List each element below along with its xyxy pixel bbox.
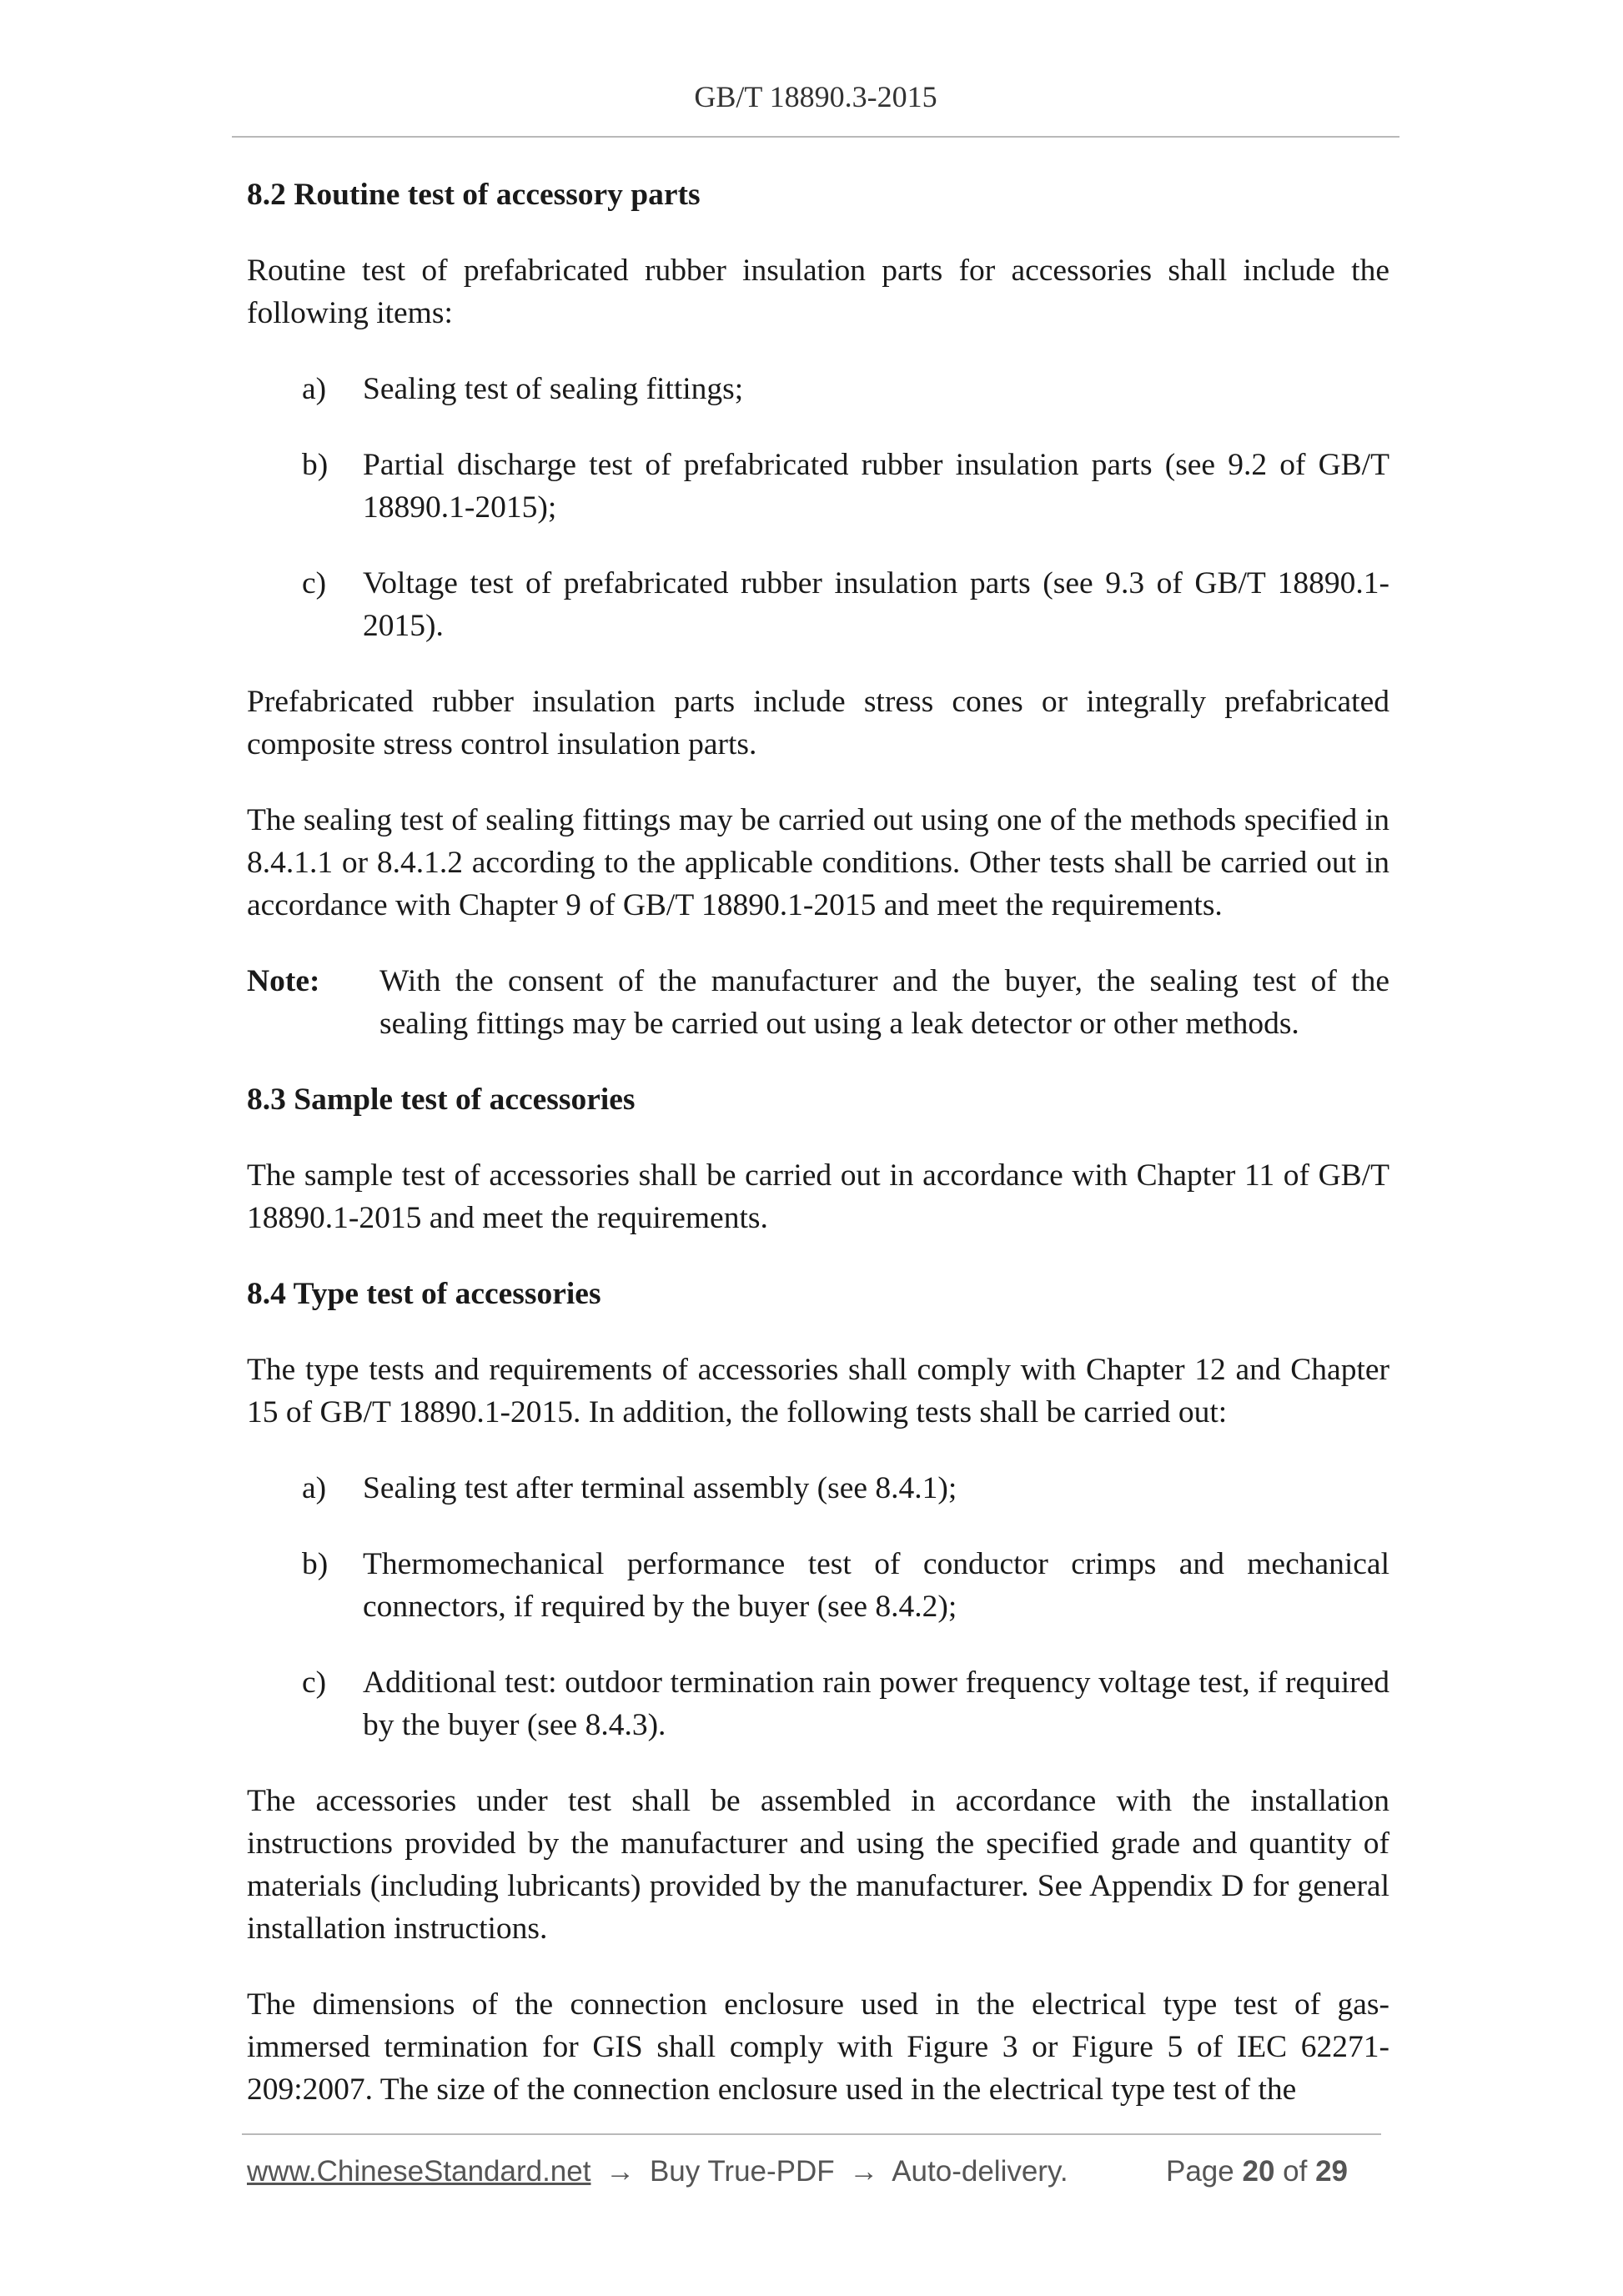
- paragraph: The type tests and requirements of accessories shall comply with Chapter 12 and Chapter 15 of GB/T 18890.1-2015. In addition, the following tests shall be carried out:: [247, 1353, 1389, 1429]
- list-marker: c): [302, 1665, 327, 1700]
- section-heading-8-4: 8.4 Type test of accessories: [247, 1277, 601, 1311]
- page-header: GB/T 18890.3-2015: [694, 80, 937, 113]
- header-divider: [232, 136, 1399, 138]
- list-marker: b): [302, 448, 329, 482]
- list-8-2: [247, 368, 1389, 647]
- list-item-text: Sealing test of sealing fittings;: [363, 372, 744, 406]
- site-link[interactable]: www.ChineseStandard.net: [247, 2155, 591, 2188]
- list-marker: a): [302, 372, 327, 406]
- paragraph: The sample test of accessories shall be carried out in accordance with Chapter 11 of GB/T 18890.1-2015 and meet the requirements.: [247, 1158, 1389, 1235]
- document-body: [247, 173, 1389, 2144]
- note: [247, 960, 1389, 1045]
- list-marker: a): [302, 1471, 327, 1505]
- list-item: [247, 562, 1389, 647]
- section-heading-8-3: 8.3 Sample test of accessories: [247, 1083, 636, 1117]
- list-marker: c): [302, 566, 327, 600]
- list-item: [247, 1543, 1389, 1628]
- list-item-text: Sealing test after terminal assembly (see 8.4.1);: [363, 1471, 957, 1505]
- delivery-text: Auto-delivery.: [892, 2155, 1068, 2188]
- list-item: [247, 444, 1389, 529]
- list-marker: b): [302, 1547, 329, 1581]
- list-item-text: Voltage test of prefabricated rubber insulation parts (see 9.3 of GB/T 18890.1-2015).: [363, 566, 1389, 643]
- paragraph: The sealing test of sealing fittings may be carried out using one of the methods specified in 8.4.1.1 or 8.4.1.2 according to the applicable conditions. Other tests shall be carried out in accordance with Chapter 9 of GB/T 18890.1-2015 and meet the requirements.: [247, 803, 1389, 922]
- page-total: 29: [1315, 2155, 1349, 2188]
- list-8-4: [247, 1467, 1389, 1746]
- page-number: [1166, 2155, 1348, 2188]
- note-text: With the consent of the manufacturer and the buyer, the sealing test of the sealing fittings may be carried out using a leak detector or other methods.: [379, 964, 1389, 1041]
- footer-divider: [242, 2133, 1381, 2135]
- arrow-right-icon: →: [605, 2155, 636, 2188]
- list-item: [247, 1661, 1389, 1746]
- list-item-text: Thermomechanical performance test of conductor crimps and mechanical connectors, if required by the buyer (see 8.4.2);: [363, 1547, 1389, 1624]
- section-heading-8-2: 8.2 Routine test of accessory parts: [247, 178, 701, 212]
- note-label: Note:: [247, 964, 320, 998]
- page-current: 20: [1242, 2155, 1275, 2188]
- paragraph: Routine test of prefabricated rubber insulation parts for accessories shall include the following items:: [247, 254, 1389, 330]
- paragraph: The accessories under test shall be assembled in accordance with the installation instructions provided by the manufacturer and using the specified grade and quantity of materials (including lubricants) provided by the manufacturer. See Appendix D for general installation instructions.: [247, 1784, 1389, 1946]
- list-item: [247, 368, 1389, 410]
- page-label: Page: [1166, 2155, 1234, 2188]
- paragraph: Prefabricated rubber insulation parts include stress cones or integrally prefabricated composite stress control insulation parts.: [247, 685, 1389, 761]
- arrow-right-icon: →: [849, 2155, 879, 2188]
- list-item-text: Partial discharge test of prefabricated rubber insulation parts (see 9.2 of GB/T 18890.1-2015);: [363, 448, 1389, 525]
- buy-text: Buy True-PDF: [649, 2155, 835, 2188]
- page-of: of: [1283, 2155, 1308, 2188]
- list-item: [247, 1467, 1389, 1510]
- footer-promo: [247, 2155, 1068, 2188]
- paragraph: The dimensions of the connection enclosure used in the electrical type test of gas-immersed termination for GIS shall comply with Figure 3 or Figure 5 of IEC 62271-209:2007. The size of the connection enclosure used in the electrical type test of the: [247, 1987, 1389, 2107]
- page-footer: [247, 2155, 1381, 2197]
- list-item-text: Additional test: outdoor termination rain power frequency voltage test, if required by the buyer (see 8.4.3).: [363, 1665, 1389, 1742]
